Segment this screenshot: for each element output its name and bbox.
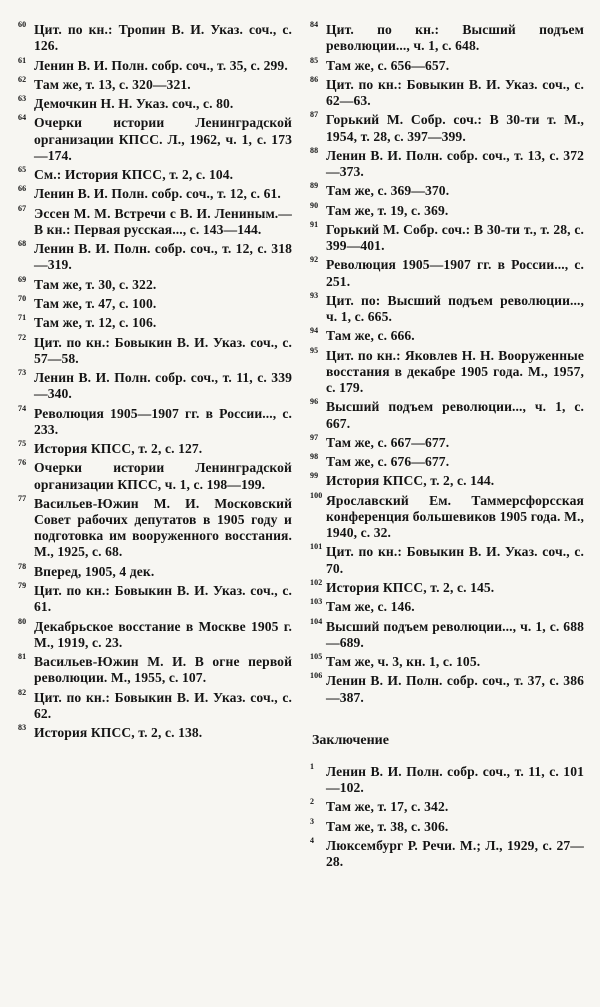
footnote-88 [310,145,584,180]
footnote-text: Там же, т. 17, с. 342. [326,799,449,815]
footnote-text: Революция 1905—1907 гг. в России..., с. 251. [326,257,584,289]
footnote-text: История КПСС, т. 2, с. 127. [34,441,203,457]
footnote-number: 76 [18,458,27,468]
footnote-text: Там же, с. 656—657. [326,57,450,73]
footnote-number: 78 [18,561,27,571]
conclusion-footnote-3 [310,816,584,835]
footnote-text: Там же, с. 676—677. [326,454,450,470]
footnote-number: 85 [310,55,319,65]
footnote-76 [20,460,292,492]
footnote-number: 105 [310,652,323,662]
footnote-text: Ленин В. И. Полн. собр. соч., т. 12, с. 61. [34,186,281,202]
conclusion-footnote-4 [310,835,584,870]
footnote-text: Цит. по кн.: Тропин В. И. Указ. соч., с. 126. [34,22,292,54]
footnote-number: 80 [18,616,27,626]
footnote-number: 63 [18,94,27,104]
footnote-84 [312,22,584,54]
left-column [20,22,292,744]
footnote-text: Эссен М. М. Встречи с В. И. Лениным.— В кн.: Первая русская..., с. 143—144. [34,205,292,237]
right-column [312,22,584,873]
footnote-number: 72 [18,332,27,342]
footnote-number: 3 [310,816,315,826]
footnote-90 [310,200,584,219]
footnote-99 [312,473,584,489]
conclusion-footnote-1 [310,761,584,796]
footnote-97 [310,432,584,451]
footnote-text: Высший подъем революции..., ч. 1, с. 667. [326,399,584,431]
footnote-text: Там же, с. 666. [326,328,415,344]
footnote-text: Цит. по кн.: Бовыкин В. И. Указ. соч., с. 62. [34,689,292,721]
footnote-number: 99 [310,471,319,481]
footnote-62 [18,74,292,93]
footnote-text: Там же, с. 667—677. [326,434,450,450]
footnote-text: Ленин В. И. Полн. собр. соч., т. 35, с. 299. [34,57,288,73]
footnote-text: Там же, т. 30, с. 322. [34,276,157,292]
footnote-number: 84 [310,20,319,29]
footnote-81 [20,654,292,686]
footnote-number: 81 [18,652,27,662]
footnote-text: Декабрьское восстание в Москве 1905 г. М., 1919, с. 23. [34,618,292,650]
footnote-number: 1 [310,761,315,771]
footnote-text: Там же, т. 38, с. 306. [326,818,449,834]
footnote-91 [310,219,584,254]
footnote-number: 90 [310,200,319,210]
footnote-number: 89 [310,181,319,191]
footnote-text: Ленин В. И. Полн. собр. соч., т. 11, с. 101—102. [326,763,584,795]
footnote-text: Там же, ч. 3, кн. 1, с. 105. [326,654,481,670]
footnote-78 [18,561,292,580]
footnote-text: История КПСС, т. 2, с. 144. [326,473,495,489]
footnote-number: 79 [18,581,27,591]
footnote-number: 71 [18,313,27,323]
footnote-104 [310,616,584,651]
footnote-100 [310,490,584,542]
footnote-89 [312,183,584,199]
footnote-text: Высший подъем революции..., ч. 1, с. 688—689. [326,618,584,650]
footnote-text: Там же, т. 12, с. 106. [34,315,157,331]
footnote-text: Ленин В. И. Полн. собр. соч., т. 37, с. 386—387. [326,673,584,705]
footnote-101 [312,544,584,576]
footnote-text: Люксембург Р. Речи. М.; Л., 1929, с. 27—28. [326,837,584,870]
footnote-number: 66 [18,184,27,194]
footnote-74 [18,403,292,438]
footnote-text: Вперед, 1905, 4 дек. [34,563,155,579]
footnote-text: Васильев-Южин М. И. Московский Совет рабочих депутатов в 1905 году и подготовка им вооруженного восстания. М., 1925, с. 68. [34,495,292,560]
footnote-text: Ярославский Ем. Таммерсфорсская конференция большевиков 1905 года. М., 1940, с. 32. [326,492,584,541]
footnote-number: 96 [310,397,319,407]
footnote-number: 2 [310,797,315,807]
footnote-106 [312,673,584,705]
footnote-number: 64 [18,113,27,123]
footnote-98 [312,454,584,470]
footnote-number: 86 [310,74,319,84]
footnote-63 [20,96,292,112]
footnote-number: 61 [18,55,27,65]
footnote-number: 104 [310,616,323,626]
footnote-92 [312,257,584,289]
footnote-65 [20,167,292,183]
footnote-96 [312,399,584,431]
footnote-number: 93 [310,290,319,300]
footnote-text: См.: История КПСС, т. 2, с. 104. [34,167,234,183]
footnote-text: Цит. по: Высший подъем революции..., ч. 1, с. 665. [326,292,584,325]
footnote-text: Там же, с. 146. [326,599,415,615]
footnote-69 [18,274,292,293]
footnote-number: 97 [310,432,319,442]
footnote-text: Там же, т. 47, с. 100. [34,295,157,311]
footnote-72 [18,332,292,367]
footnote-number: 68 [18,239,27,249]
conclusion-footnote-2 [312,799,584,815]
footnote-80 [18,616,292,651]
footnote-68 [20,241,292,273]
footnote-number: 102 [310,577,323,587]
footnote-text: Горький М. Собр. соч.: В 30-ти т. М., 1954, т. 28, с. 397—399. [326,112,584,144]
footnote-75 [20,441,292,457]
footnote-number: 87 [310,110,319,120]
footnote-text: Горький М. Собр. соч.: В 30-ти т., т. 28, с. 399—401. [326,221,584,254]
footnote-number: 88 [310,145,319,155]
footnote-number: 62 [18,74,27,84]
footnote-text: Васильев-Южин М. И. В огне первой революции. М., 1955, с. 107. [34,654,292,686]
footnote-number: 70 [18,293,27,303]
footnote-85 [310,55,584,74]
footnote-87 [312,112,584,144]
footnote-text: Цит. по кн.: Высший подъем революции..., ч. 1, с. 648. [326,22,584,54]
footnote-text: Цит. по кн.: Яковлев Н. Н. Вооруженные восстания в декабре 1905 года. М., 1957, с. 179. [326,347,584,396]
footnote-text: Цит. по кн.: Бовыкин В. И. Указ. соч., с. 70. [326,544,584,576]
footnote-60 [20,22,292,54]
footnote-number: 98 [310,452,319,462]
footnote-number: 75 [18,439,27,449]
footnote-text: Цит. по кн.: Бовыкин В. И. Указ. соч., с. 57—58. [34,334,292,366]
footnote-number: 73 [18,368,27,378]
footnote-number: 4 [310,835,315,845]
footnote-79 [20,583,292,615]
footnote-number: 91 [310,219,319,229]
footnote-number: 74 [18,403,27,413]
footnote-77 [18,493,292,561]
footnote-number: 101 [310,542,323,552]
footnote-text: История КПСС, т. 2, с. 145. [326,579,495,595]
footnote-text: Демочкин Н. Н. Указ. соч., с. 80. [34,96,234,112]
footnote-number: 92 [310,255,319,265]
footnote-text: Там же, т. 19, с. 369. [326,202,449,218]
footnote-number: 65 [18,165,27,175]
footnote-text: Очерки истории Ленинградской организации КПСС. Л., 1962, ч. 1, с. 173—174. [34,115,292,163]
footnote-text: Ленин В. И. Полн. собр. соч., т. 13, с. 372—373. [326,147,584,179]
footnote-text: Там же, т. 13, с. 320—321. [34,76,191,92]
footnote-83 [20,725,292,741]
footnote-73 [20,370,292,402]
footnote-66 [20,186,292,202]
footnote-94 [312,328,584,344]
footnote-number: 82 [18,687,27,697]
footnote-text: Революция 1905—1907 гг. в России..., с. 233. [34,405,292,437]
footnote-text: Ленин В. И. Полн. собр. соч., т. 12, с. 318—319. [34,241,292,273]
footnote-text: Цит. по кн.: Бовыкин В. И. Указ. соч., с. 61. [34,583,292,615]
footnote-number: 94 [310,326,319,336]
footnote-71 [20,315,292,331]
section-title-conclusion: Заключение [312,732,389,748]
footnote-number: 83 [18,723,27,733]
footnote-text: История КПСС, т. 2, с. 138. [34,725,203,741]
footnote-number: 103 [310,597,323,607]
footnote-105 [312,654,584,670]
footnote-103 [312,599,584,615]
footnote-text: Ленин В. И. Полн. собр. соч., т. 11, с. 339—340. [34,370,292,402]
footnote-86 [310,74,584,109]
footnote-102 [310,577,584,596]
footnote-number: 69 [18,274,27,284]
footnote-number: 100 [310,490,323,500]
footnote-67 [18,203,292,238]
footnote-number: 60 [18,20,27,29]
footnote-number: 95 [310,345,319,355]
footnote-93 [310,290,584,325]
footnote-82 [18,687,292,722]
footnote-61 [18,55,292,74]
footnote-text: Там же, с. 369—370. [326,183,450,199]
footnote-number: 67 [18,203,27,213]
footnote-number: 106 [310,671,323,681]
footnote-number: 77 [18,493,27,503]
footnote-64 [20,115,292,164]
footnote-text: Цит. по кн.: Бовыкин В. И. Указ. соч., с. 62—63. [326,76,584,108]
footnote-95 [310,345,584,397]
footnote-text: Очерки истории Ленинградской организации КПСС, ч. 1, с. 198—199. [34,460,292,492]
footnote-70 [18,293,292,312]
